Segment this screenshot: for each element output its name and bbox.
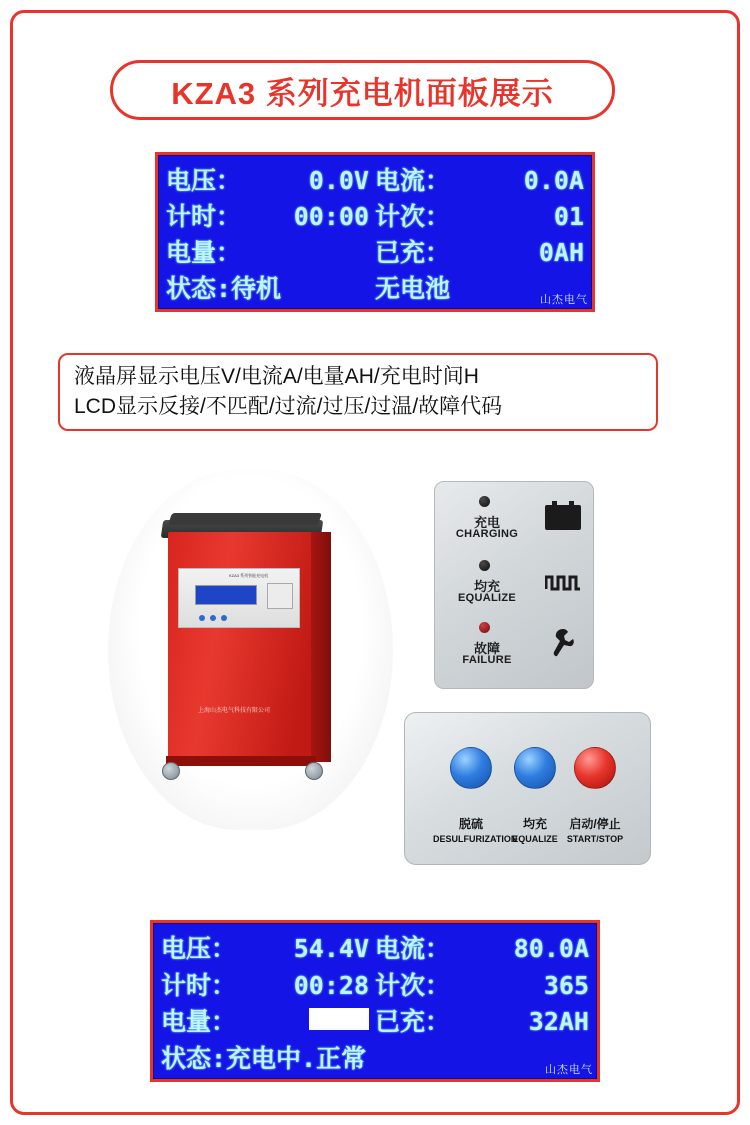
wrench-icon bbox=[545, 628, 581, 658]
lcd-top-voltage-label: 电压： bbox=[166, 166, 242, 195]
description-box bbox=[58, 353, 658, 431]
lcd-bottom-status bbox=[161, 1039, 375, 1075]
lcd-bottom-row-voltage-current bbox=[161, 929, 589, 966]
machine-base bbox=[166, 756, 316, 766]
start-stop-button-circle[interactable] bbox=[574, 747, 616, 789]
start-stop-label-en: START/STOP bbox=[566, 834, 624, 844]
lcd-top-status-label: 状态:待机 bbox=[166, 274, 282, 303]
failure-label-cn: 故障 bbox=[473, 641, 500, 656]
lcd-top-count-value: 01 bbox=[553, 202, 584, 231]
indicator-equalize bbox=[435, 560, 593, 622]
equalize-led-icon bbox=[479, 560, 490, 571]
start-stop-label-cn: 启动/停止 bbox=[569, 817, 621, 831]
machine-caster-right bbox=[305, 762, 323, 780]
lcd-top-timer-label: 计时： bbox=[166, 202, 242, 231]
lcd-bottom-charged bbox=[375, 1002, 589, 1038]
lcd-bottom-voltage bbox=[161, 929, 375, 965]
lcd-top-current-value: 0.0A bbox=[523, 166, 584, 195]
failure-label-en: FAILURE bbox=[462, 654, 512, 666]
lcd-bottom-row-status bbox=[161, 1039, 589, 1076]
machine-caster-left bbox=[162, 762, 180, 780]
lcd-bottom-row-capacity-charged bbox=[161, 1002, 589, 1039]
desulfurization-button-circle[interactable] bbox=[450, 747, 492, 789]
machine-panel-button-2 bbox=[210, 615, 216, 621]
lcd-bottom-count-label: 计次： bbox=[375, 970, 451, 1000]
lcd-top-current bbox=[375, 161, 584, 197]
lcd-bottom-inner bbox=[161, 929, 589, 1075]
equalize-button-label-cn: 均充 bbox=[522, 817, 547, 831]
lcd-top-row-timer-count bbox=[166, 197, 584, 233]
lcd-bottom-capacity bbox=[161, 1002, 375, 1038]
lcd-top-charged-label: 已充： bbox=[375, 238, 451, 267]
equalize-button-label-en: EQUALIZE bbox=[512, 834, 558, 844]
charging-label-en: CHARGING bbox=[455, 528, 519, 540]
lcd-bottom-timer-value: 00:28 bbox=[293, 970, 369, 1000]
charger-machine-illustration bbox=[156, 510, 331, 780]
lcd-bottom-capacity-label: 电量： bbox=[161, 1007, 237, 1036]
indicator-failure bbox=[435, 622, 593, 684]
lcd-top-voltage bbox=[166, 161, 375, 197]
indicator-panel bbox=[434, 481, 594, 689]
lcd-bottom-timer-label: 计时： bbox=[161, 970, 237, 1000]
page-title-banner bbox=[110, 60, 615, 120]
lcd-bottom-watermark: 山杰电气 bbox=[545, 1064, 593, 1076]
lcd-bottom-status-label: 状态:充电中.正常 bbox=[161, 1043, 367, 1073]
equalize-button-circle[interactable] bbox=[514, 747, 556, 789]
desulfurization-label-en: DESULFURIZATION bbox=[433, 834, 518, 844]
equalize-label-cn: 均充 bbox=[473, 579, 500, 594]
equalize-label-en: EQUALIZE bbox=[457, 592, 516, 604]
lcd-top-row-capacity-charged bbox=[166, 233, 584, 269]
lcd-bottom-count bbox=[375, 966, 589, 1002]
lcd-bottom-capacity-bar bbox=[309, 1008, 369, 1030]
lcd-top-battery-status-label: 无电池 bbox=[375, 274, 451, 303]
lcd-top-watermark: 山杰电气 bbox=[540, 294, 588, 306]
lcd-top-timer-value: 00:00 bbox=[293, 202, 369, 231]
failure-led-icon bbox=[479, 622, 490, 633]
machine-brand-text: 上海山杰电气科技有限公司 bbox=[198, 708, 271, 714]
lcd-top-charged bbox=[375, 233, 584, 269]
lcd-bottom-current bbox=[375, 929, 589, 965]
lcd-top-voltage-value: 0.0V bbox=[308, 166, 369, 195]
page-title: KZA3 系列充电机面板展示 bbox=[171, 75, 554, 111]
battery-icon bbox=[545, 502, 581, 532]
machine-top-face bbox=[168, 513, 322, 525]
lcd-top-current-label: 电流： bbox=[375, 166, 451, 195]
machine-front-panel bbox=[178, 568, 300, 628]
product-photo bbox=[108, 470, 393, 830]
description-line-1: 液晶屏显示电压V/电流A/电量AH/充电时间H bbox=[74, 365, 479, 388]
charging-led-icon bbox=[479, 496, 490, 507]
lcd-top-row-voltage-current bbox=[166, 161, 584, 197]
lcd-bottom-count-value: 365 bbox=[543, 970, 589, 1000]
machine-panel-buttons bbox=[199, 615, 227, 621]
lcd-top-count-label: 计次： bbox=[375, 202, 451, 231]
indicator-charging bbox=[435, 496, 593, 558]
lcd-top-status bbox=[166, 269, 375, 305]
lcd-top-capacity-label: 电量： bbox=[166, 238, 242, 267]
lcd-bottom-voltage-label: 电压： bbox=[161, 934, 237, 963]
lcd-bottom-row-timer-count bbox=[161, 966, 589, 1003]
button-panel bbox=[404, 712, 651, 865]
machine-panel-button-3 bbox=[221, 615, 227, 621]
machine-body-side bbox=[311, 532, 331, 762]
machine-panel-button-1 bbox=[199, 615, 205, 621]
lcd-top-capacity bbox=[166, 233, 375, 269]
lcd-display-standby bbox=[155, 152, 595, 312]
lcd-bottom-current-value: 80.0A bbox=[513, 934, 589, 963]
pulse-wave-icon bbox=[545, 566, 581, 596]
machine-panel-indicator-block bbox=[267, 583, 293, 609]
lcd-top-timer bbox=[166, 197, 375, 233]
lcd-top-inner bbox=[166, 161, 584, 305]
lcd-display-charging bbox=[150, 920, 600, 1082]
start-stop-button[interactable] bbox=[557, 747, 633, 844]
lcd-bottom-charged-value: 32AH bbox=[528, 1007, 589, 1036]
lcd-bottom-current-label: 电流： bbox=[375, 934, 451, 963]
machine-panel-title: KZA3 系列智能充电机 bbox=[229, 573, 269, 578]
description-line-2: LCD显示反接/不匹配/过流/过压/过温/故障代码 bbox=[74, 395, 503, 418]
lcd-top-count bbox=[375, 197, 584, 233]
lcd-top-charged-value: 0AH bbox=[538, 238, 584, 267]
desulfurization-label-cn: 脱硫 bbox=[458, 817, 483, 831]
machine-body bbox=[168, 532, 313, 762]
charging-label-cn: 充电 bbox=[473, 515, 500, 530]
lcd-bottom-timer bbox=[161, 966, 375, 1002]
lcd-top-row-status bbox=[166, 269, 584, 305]
machine-panel-lcd bbox=[195, 585, 257, 605]
lcd-bottom-voltage-value: 54.4V bbox=[293, 934, 369, 963]
lcd-bottom-charged-label: 已充： bbox=[375, 1007, 451, 1036]
